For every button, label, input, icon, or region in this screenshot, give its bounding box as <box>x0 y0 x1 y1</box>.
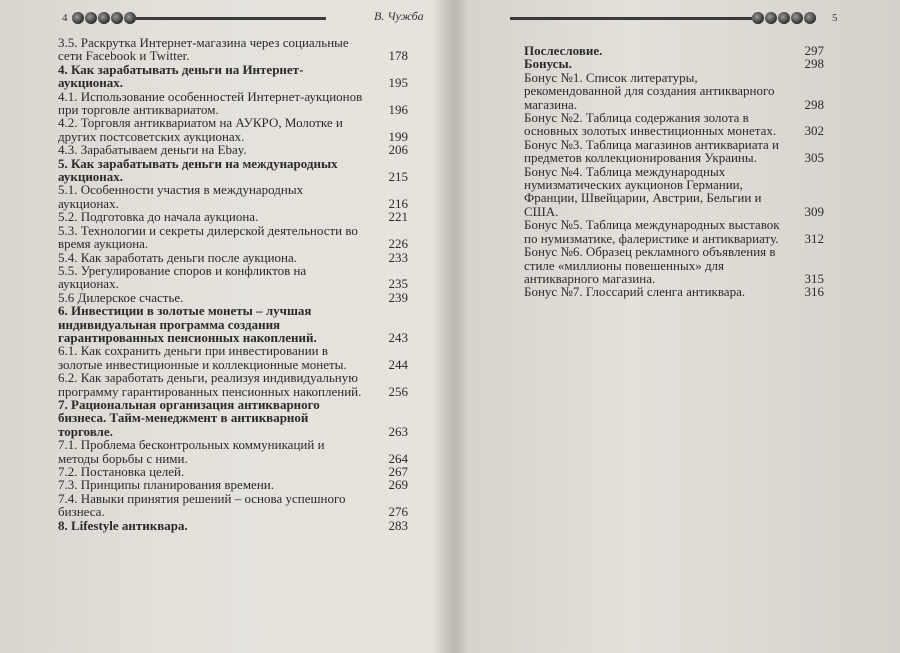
page-number-right: 5 <box>832 12 838 24</box>
toc-entry <box>58 264 408 291</box>
toc-entry <box>58 492 408 519</box>
toc-entry-title: 8. Lifestyle антиквара. <box>58 517 188 533</box>
toc-entry <box>58 371 408 398</box>
toc-entry-title: 5.1. Особенности участия в международных аукционах. <box>58 182 304 211</box>
toc-entry-title: 7.4. Навыки принятия решений – основа успешного бизнеса. <box>58 490 346 520</box>
toc-page-number: 215 <box>388 169 408 185</box>
toc-entry-title: 7.3. Принципы планирования времени. <box>58 477 274 493</box>
toc-entry <box>58 519 408 532</box>
toc-page-number: 196 <box>388 102 408 118</box>
toc-page-number: 316 <box>804 284 824 300</box>
toc-page-number: 199 <box>388 128 408 144</box>
toc-entry-title: Бонус №6. Образец рекламного объявления в стиле «миллионы повешенных» для антикварного магазина. <box>524 244 776 286</box>
toc-entry <box>58 36 408 63</box>
toc-entry <box>58 478 408 491</box>
toc-page-number: 263 <box>388 423 408 439</box>
toc-page-number: 298 <box>804 56 824 72</box>
toc-page-number: 298 <box>804 96 824 112</box>
toc-entry-title: Бонусы. <box>524 56 572 72</box>
toc-page-number: 269 <box>388 477 408 493</box>
toc-page-number: 264 <box>388 450 408 466</box>
toc-entry <box>58 224 408 251</box>
toc-entry <box>524 138 824 165</box>
toc-entry-title: Послесловие. <box>524 43 603 58</box>
header-ornament-left <box>72 11 326 25</box>
toc-entry-title: Бонус №4. Таблица международных нумизматических аукционов Германии, Франции, Швейцарии, Австрии, Бельгии и США. <box>524 163 762 219</box>
toc-entry-title: 5.5. Урегулирование споров и конфликтов на аукционах. <box>58 262 307 292</box>
toc-entry-title: Бонус №7. Глоссарий сленга антиквара. <box>524 284 746 300</box>
toc-entry <box>58 304 408 344</box>
toc-entry <box>524 111 824 138</box>
toc-page-number: 235 <box>388 276 408 292</box>
toc-page-number: 283 <box>388 517 408 533</box>
toc-entry-title: 5.6 Дилерское счастье. <box>58 289 184 305</box>
toc-page-number: 243 <box>388 329 408 345</box>
toc-page-number: 305 <box>804 150 824 166</box>
toc-entry-title: 6.2. Как заработать деньги, реализуя индивидуальную программу гарантированных пенсионных накоплений. <box>58 370 362 399</box>
toc-page-number: 256 <box>388 383 408 399</box>
toc-entry-title: 5.3. Технологии и секреты дилерской деятельности во время аукциона. <box>58 222 358 252</box>
toc-entry <box>58 183 408 210</box>
toc-entry <box>58 465 408 478</box>
toc-entry-title: 5.2. Подготовка до начала аукциона. <box>58 209 259 225</box>
toc-entry-title: Бонус №2. Таблица содержания золота в основных золотых инвестиционных монетах. <box>524 110 777 139</box>
toc-entry <box>58 291 408 304</box>
toc-entry-title: 4. Как зарабатывать деньги на Интернет-аукционах. <box>58 61 304 91</box>
toc-page-number: 312 <box>804 230 824 246</box>
toc-page-number: 297 <box>804 43 824 58</box>
toc-entry <box>524 44 824 57</box>
toc-entry-title: Бонус №1. Список литературы, рекомендованной для создания антикварного магазина. <box>524 69 775 112</box>
toc-entry <box>58 344 408 371</box>
toc-page-number: 276 <box>388 504 408 520</box>
toc-entry <box>58 116 408 143</box>
toc-page-number: 309 <box>804 203 824 219</box>
toc-entry-title: 5. Как зарабатывать деньги на международных аукционах. <box>58 155 338 185</box>
toc-entry <box>524 218 824 245</box>
toc-entry <box>58 143 408 156</box>
running-head: В. Чужба <box>374 9 424 23</box>
toc-page-number: 233 <box>388 249 408 265</box>
toc-page-number: 244 <box>388 356 408 372</box>
toc-page-number: 302 <box>804 123 824 139</box>
toc-entry-title: 7.1. Проблема бесконтрольных коммуникаций и методы борьбы с ними. <box>58 437 325 466</box>
toc-entry-title: 4.3. Зарабатываем деньги на Ebay. <box>58 142 247 158</box>
toc-entry-title: 6.1. Как сохранить деньги при инвестировании в золотые инвестиционные и коллекционные монеты. <box>58 343 347 372</box>
toc-page-number: 195 <box>388 75 408 91</box>
toc-page-number: 206 <box>388 142 408 158</box>
right-page <box>462 0 900 653</box>
left-page <box>0 0 445 653</box>
toc-right <box>524 44 824 299</box>
toc-entry <box>58 63 408 90</box>
toc-entry <box>524 57 824 70</box>
toc-entry <box>524 71 824 111</box>
toc-page-number: 239 <box>388 289 408 305</box>
toc-entry <box>58 210 408 223</box>
toc-page-number: 178 <box>388 48 408 64</box>
toc-entry-title: 7.2. Постановка целей. <box>58 464 185 479</box>
toc-entry <box>58 90 408 117</box>
toc-entry <box>58 398 408 438</box>
toc-entry <box>58 251 408 264</box>
toc-entry-title: 6. Инвестиции в золотые монеты – лучшая индивидуальная программа создания гарантированных пенсионных накоплений. <box>58 303 317 345</box>
toc-page-number: 267 <box>388 464 408 479</box>
toc-entry <box>58 438 408 465</box>
toc-page-number: 221 <box>388 209 408 225</box>
toc-entry <box>524 285 824 298</box>
toc-left <box>58 36 408 532</box>
toc-page-number: 226 <box>388 236 408 252</box>
toc-page-number: 315 <box>804 270 824 286</box>
page-number-left: 4 <box>62 12 68 24</box>
toc-entry-title: 3.5. Раскрутка Интернет-магазина через социальные сети Facebook и Twitter. <box>58 35 349 64</box>
header-ornament-right <box>510 11 816 25</box>
toc-entry <box>524 165 824 219</box>
toc-page-number: 216 <box>388 195 408 211</box>
toc-entry-title: 4.2. Торговля антиквариатом на АУКРО, Молотке и других постсоветских аукционах. <box>58 115 343 144</box>
toc-entry <box>524 245 824 285</box>
toc-entry-title: 4.1. Использование особенностей Интернет-аукционов при торговле антиквариатом. <box>58 88 363 118</box>
toc-entry-title: 5.4. Как заработать деньги после аукциона. <box>58 249 298 265</box>
toc-entry-title: Бонус №3. Таблица магазинов антиквариата и предметов коллекционирования Украины. <box>524 136 780 166</box>
toc-entry-title: 7. Рациональная организация антикварного бизнеса. Тайм-менеджмент в антикварной торговле. <box>58 396 320 439</box>
toc-entry <box>58 157 408 184</box>
toc-entry-title: Бонус №5. Таблица международных выставок по нумизматике, фалеристике и антиквариату. <box>524 217 780 246</box>
